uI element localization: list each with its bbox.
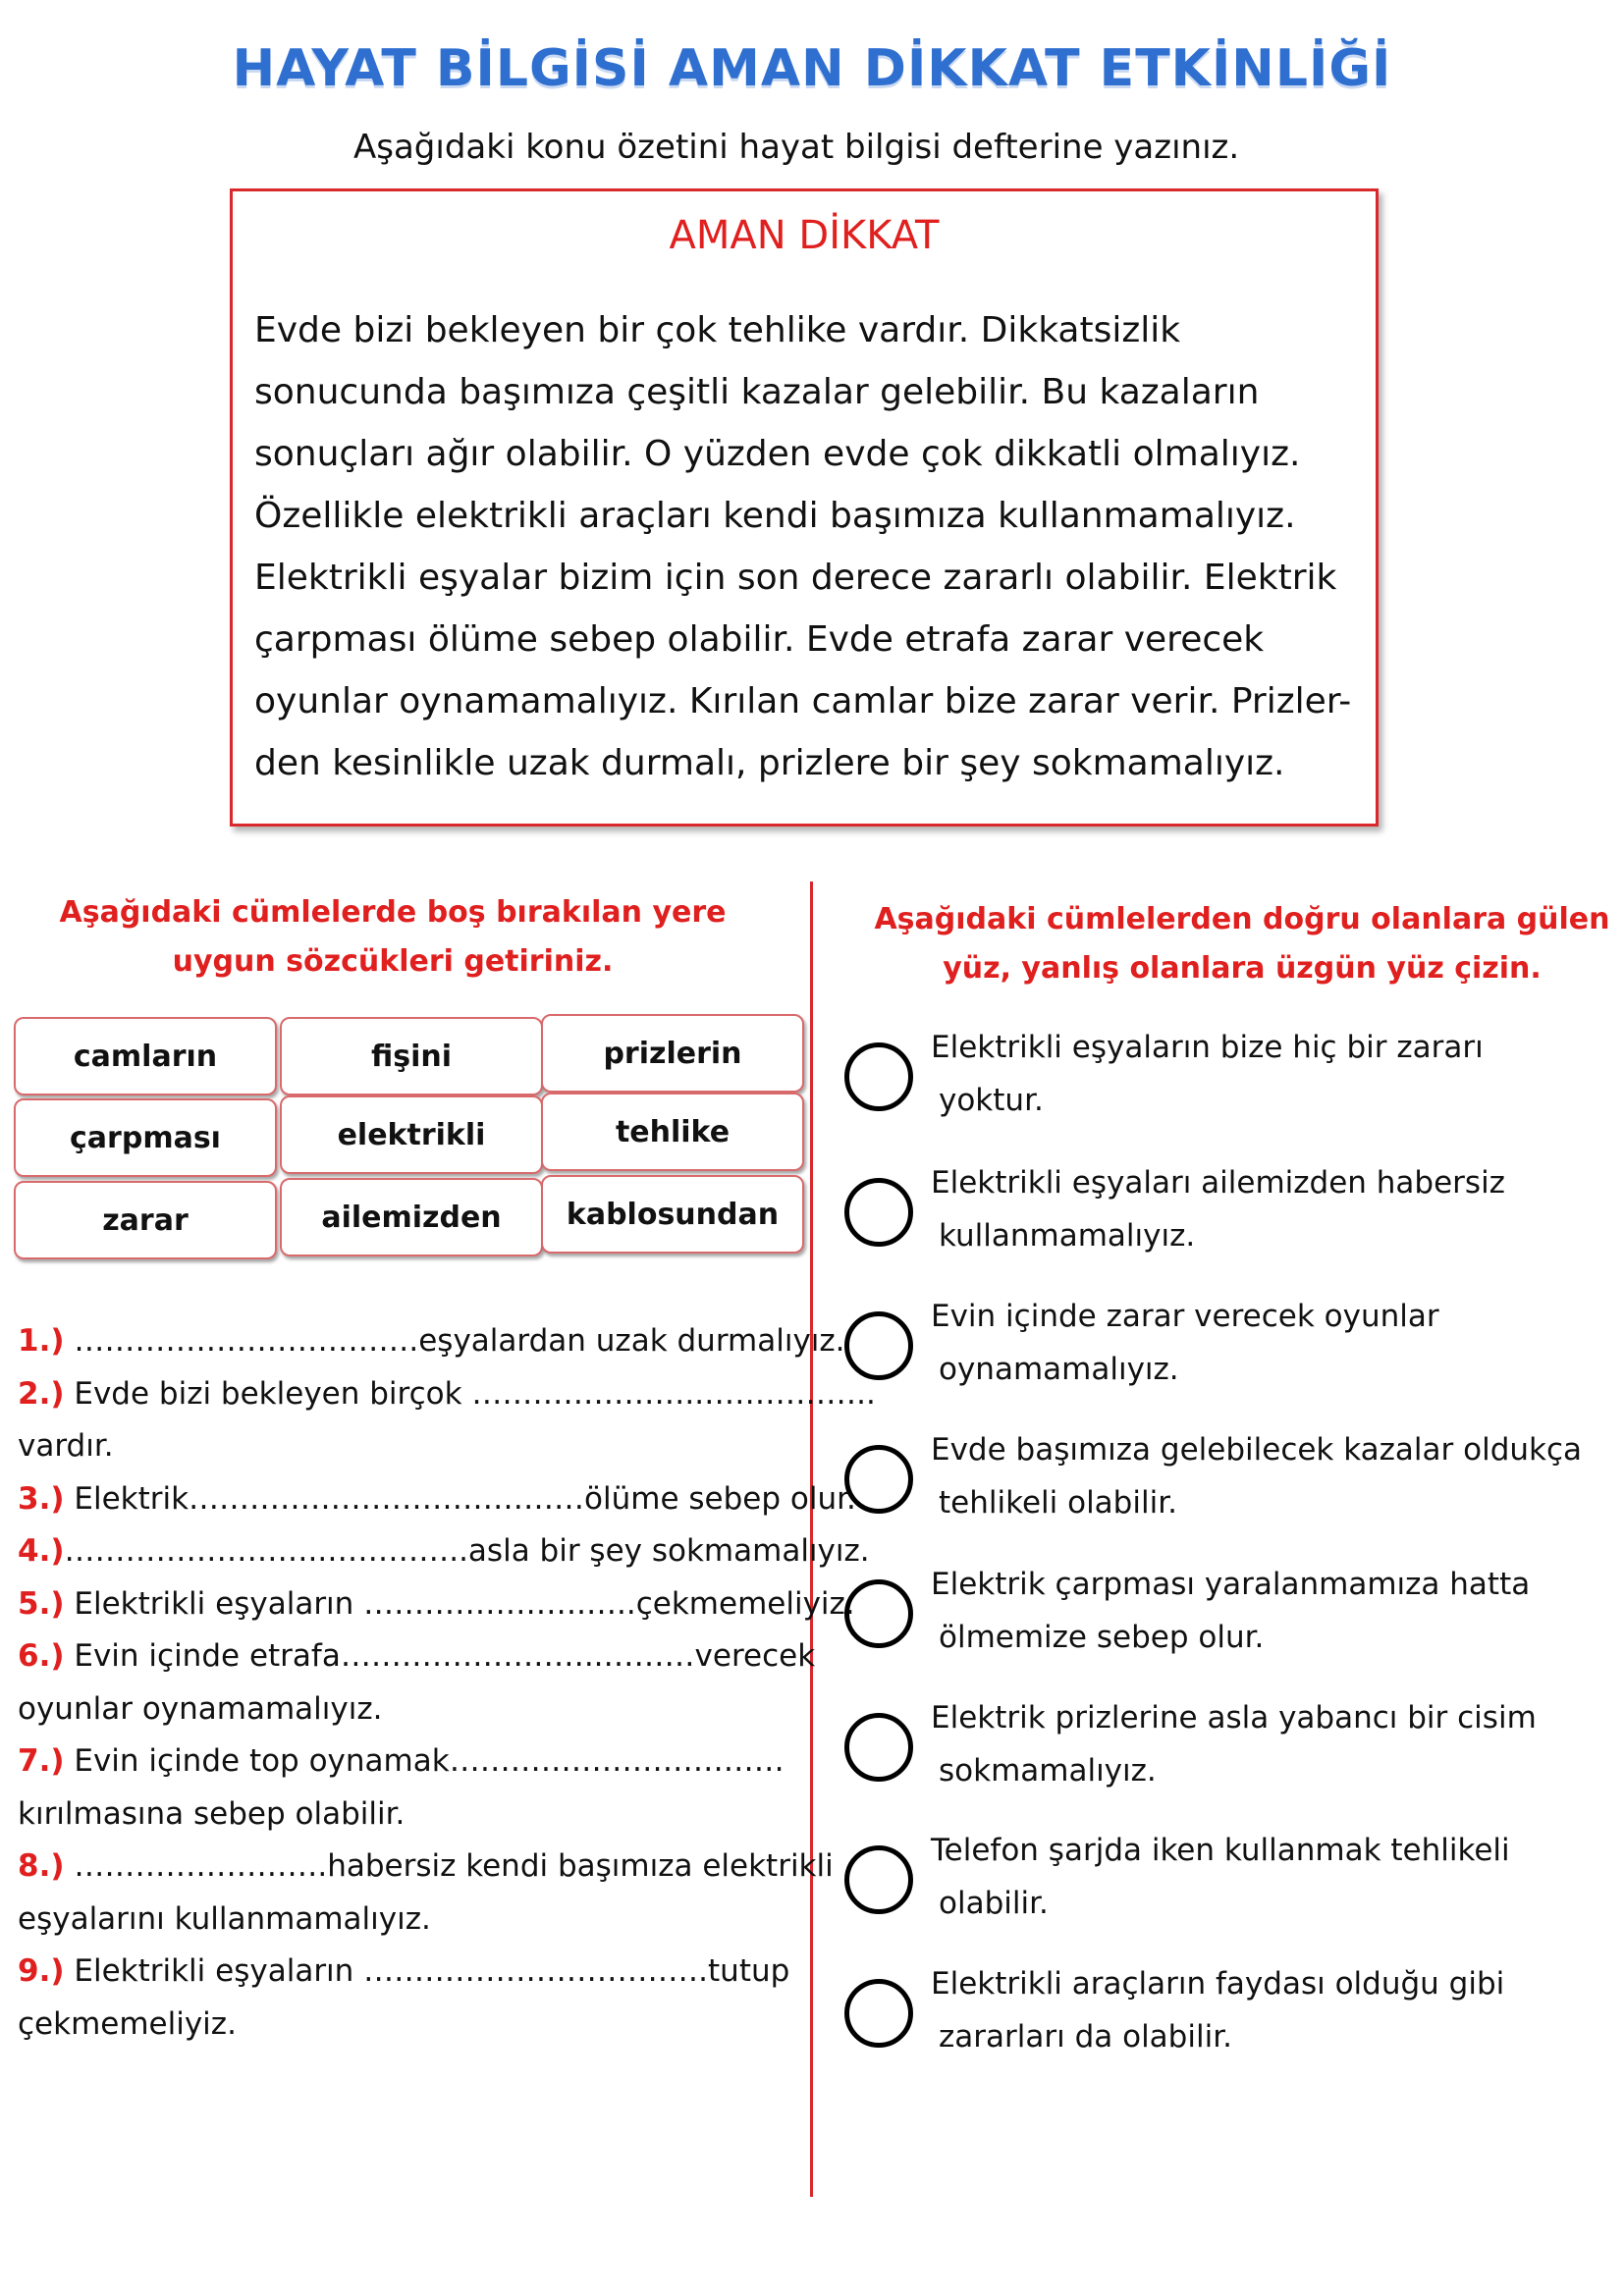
statement-item [840, 1290, 1616, 1408]
question-continuation: çekmemeliyiz. [18, 2005, 237, 2042]
question-text: Evin içinde top oynamak…………………………… [64, 1743, 785, 1779]
question-number: 4.) [18, 1533, 65, 1569]
word-box: fişini [280, 1017, 543, 1095]
word-box: elektrikli [280, 1095, 543, 1174]
statement-line: Elektrikli eşyaların bize hiç bir zararı [931, 1030, 1484, 1065]
summary-line: Evde bizi bekleyen bir çok tehlike vardır. Dikkatsizlik [254, 310, 1181, 350]
summary-title: AMAN DİKKAT [669, 213, 940, 258]
answer-circle[interactable] [844, 1845, 913, 1914]
fill-blank-questions [18, 1315, 876, 2051]
answer-circle[interactable] [844, 1311, 913, 1380]
statement-text [931, 1423, 1618, 1529]
question-number: 6.) [18, 1638, 65, 1674]
question-number: 7.) [18, 1743, 65, 1779]
question-number: 9.) [18, 1953, 65, 1989]
summary-line: sonuçları ağır olabilir. O yüzden evde çok dikkatli olmalıyız. [254, 434, 1301, 474]
word-box: zarar [14, 1181, 277, 1259]
answer-circle[interactable] [844, 1042, 913, 1111]
question-text: …………………………….eşyalardan uzak durmalıyız. [64, 1323, 845, 1359]
statement-line: Evde başımıza gelebilecek kazalar oldukça [931, 1432, 1583, 1468]
word-box: çarpması [14, 1098, 277, 1177]
statement-item [840, 1156, 1616, 1274]
fill-blank-heading [20, 888, 766, 987]
word-box: kablosundan [541, 1175, 804, 1254]
question-continuation: vardır. [18, 1428, 114, 1464]
statement-text [931, 1957, 1618, 2063]
statement-item [840, 1824, 1616, 1942]
true-false-heading [869, 895, 1615, 993]
statement-line: sokmamalıyız. [939, 1753, 1157, 1789]
statement-line: ölmemize sebep olur. [939, 1620, 1265, 1655]
summary-line: oyunlar oynamamalıyız. Kırılan camlar bize zarar verir. Prizler- [254, 681, 1352, 721]
statement-item [840, 1423, 1616, 1541]
question-line [18, 1525, 870, 1578]
answer-circle[interactable] [844, 1979, 913, 2048]
statement-line: Elektrikli araçların faydası olduğu gibi [931, 1966, 1505, 2002]
question-line [18, 1315, 845, 1368]
summary-box [230, 188, 1379, 827]
statement-line: Elektrikli eşyaları ailemizden habersiz [931, 1165, 1505, 1201]
summary-line: çarpması ölüme sebep olabilir. Evde etrafa zarar verecek [254, 619, 1265, 660]
question-text: Elektrikli eşyaların …………………………….tutup [64, 1953, 790, 1989]
question-continuation: eşyalarını kullanmamalıyız. [18, 1900, 431, 1937]
heading-line: Aşağıdaki cümlelerden doğru olanlara gülen [874, 902, 1610, 936]
statement-text [931, 1691, 1618, 1797]
summary-line: sonucunda başımıza çeşitli kazalar gelebilir. Bu kazaların [254, 372, 1260, 412]
heading-line: Aşağıdaki cümlelerde boş bırakılan yere [59, 895, 727, 930]
question-text: Evde bizi bekleyen birçok …………………..…………….. [64, 1375, 876, 1412]
answer-circle[interactable] [844, 1178, 913, 1247]
question-number: 1.) [18, 1323, 65, 1359]
statement-item [840, 1558, 1616, 1676]
question-text: ……………………..…………..asla bir şey sokmamalıyız. [64, 1533, 870, 1569]
statement-line: tehlikeli olabilir. [939, 1485, 1177, 1521]
word-box: ailemizden [280, 1178, 543, 1256]
question-text: …………………….habersiz kendi başımıza elektrikli [64, 1848, 834, 1884]
statement-line: Elektrik prizlerine asla yabancı bir cisim [931, 1700, 1537, 1735]
question-text: Elektrikli eşyaların ………………….…..çekmemeliyiz. [64, 1585, 855, 1622]
instruction-text: Aşağıdaki konu özetini hayat bilgisi defterine yazınız. [353, 128, 1240, 167]
statement-line: olabilir. [939, 1886, 1049, 1921]
question-line [18, 1630, 816, 1683]
statement-line: yoktur. [939, 1083, 1044, 1118]
question-line [18, 1946, 803, 1999]
summary-text [254, 299, 1374, 794]
statement-line: zararları da olabilir. [939, 2019, 1232, 2055]
question-line [18, 1578, 855, 1631]
question-text: Elektrik…………………………………ölüme sebep olur. [64, 1480, 856, 1517]
summary-line: den kesinlikle uzak durmalı, prizlere bir şey sokmamalıyız. [254, 743, 1285, 783]
statement-text [931, 1824, 1618, 1930]
statement-text [931, 1290, 1618, 1396]
statement-item [840, 1021, 1616, 1139]
question-number: 3.) [18, 1480, 65, 1517]
heading-line: uygun sözcükleri getiriniz. [172, 944, 614, 979]
statement-line: Elektrik çarpması yaralanmamıza hatta [931, 1567, 1531, 1602]
statement-text [931, 1156, 1618, 1262]
statement-item [840, 1957, 1616, 2075]
question-text: Evin içinde etrafa……………………..………verecek [64, 1638, 816, 1674]
statement-text [931, 1021, 1618, 1127]
question-line [18, 1368, 876, 1421]
statement-line: oynamamalıyız. [939, 1352, 1179, 1387]
question-line [18, 1841, 834, 1894]
question-continuation: kırılmasına sebep olabilir. [18, 1795, 406, 1832]
statement-line: kullanmamalıyız. [939, 1218, 1196, 1254]
statement-text [931, 1558, 1618, 1664]
page-title: HAYAT BİLGİSİ AMAN DİKKAT ETKİNLİĞİ [232, 39, 1392, 98]
statement-line: Telefon şarjda iken kullanmak tehlikeli [931, 1833, 1510, 1868]
summary-line: Özellikle elektrikli araçları kendi başımıza kullanmamalıyız. [254, 496, 1296, 536]
summary-line: Elektrikli eşyalar bizim için son derece zararlı olabilir. Elektrik [254, 558, 1337, 598]
question-number: 8.) [18, 1848, 65, 1884]
answer-circle[interactable] [844, 1713, 913, 1782]
question-number: 5.) [18, 1585, 65, 1622]
question-line [18, 1473, 856, 1526]
question-line [18, 1735, 803, 1789]
answer-circle[interactable] [844, 1579, 913, 1648]
word-box: prizlerin [541, 1014, 804, 1093]
question-number: 2.) [18, 1375, 65, 1412]
heading-line: yüz, yanlış olanlara üzgün yüz çizin. [943, 951, 1542, 986]
question-continuation: oyunlar oynamamalıyız. [18, 1690, 383, 1727]
statement-line: Evin içinde zarar verecek oyunlar [931, 1299, 1439, 1334]
answer-circle[interactable] [844, 1445, 913, 1514]
word-box: camların [14, 1017, 277, 1095]
statement-item [840, 1691, 1616, 1809]
word-box: tehlike [541, 1093, 804, 1171]
